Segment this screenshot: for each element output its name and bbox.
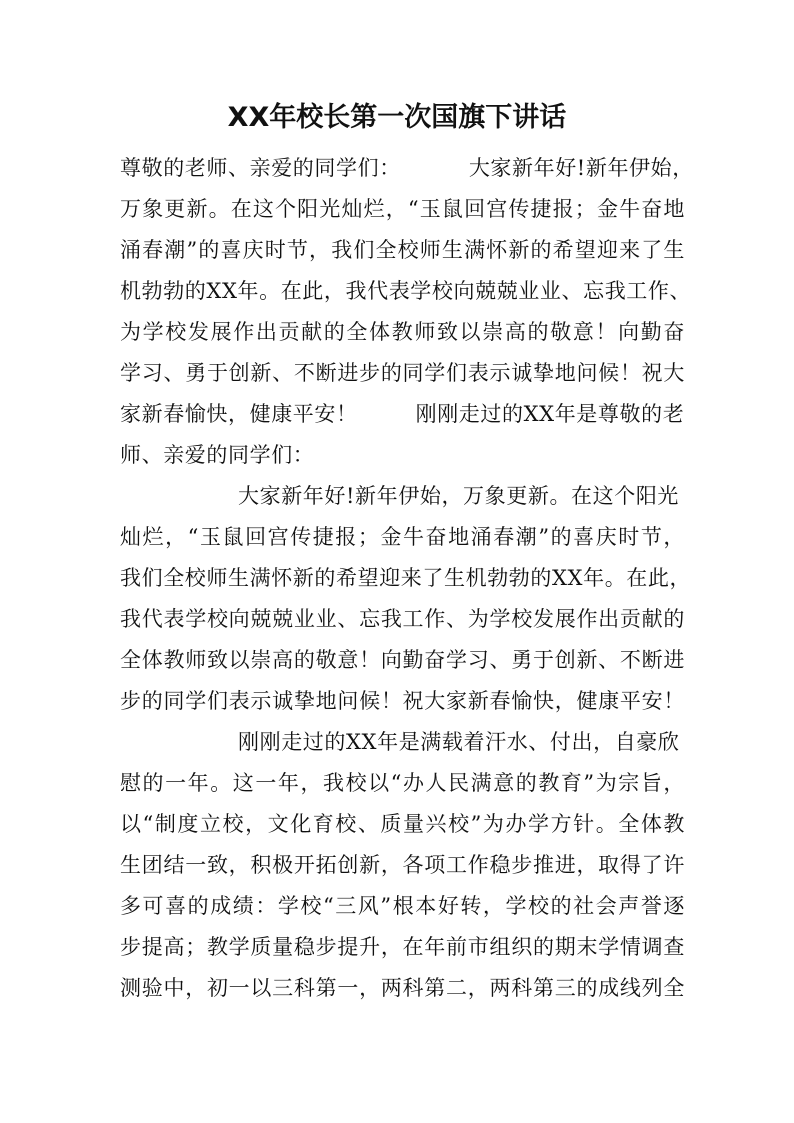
text-line: 涌春潮”的喜庆时节，我们全校师生满怀新的希望迎来了生	[120, 238, 685, 262]
text-line: 以“制度立校，文化育校、质量兴校”为办学方针。全体教	[120, 812, 685, 836]
text-line: 学习、勇于创新、不断进步的同学们表示诚挚地问候！祝大	[120, 361, 685, 385]
text-line: 测验中，初一以三科第一，两科第二，两科第三的成线列全	[120, 976, 685, 1000]
text-line: 机勃勃的XX年。在此，我代表学校向兢兢业业、忘我工作、	[120, 279, 692, 303]
text-line: 步提高；教学质量稳步提升，在年前市组织的期末学情调查	[120, 935, 685, 959]
document-title: XX年校长第一次国旗下讲话	[227, 102, 567, 133]
text-line: 师、亲爱的同学们：	[120, 443, 315, 467]
paragraph-start-line: 刚刚走过的XX年是满载着汗水、付出，自豪欣	[238, 730, 680, 754]
text-line: 为学校发展作出贡献的全体教师致以崇高的敬意！向勤奋	[120, 320, 685, 344]
salutation: 尊敬的老师、亲爱的同学们：	[120, 156, 401, 180]
text-line	[120, 148, 694, 189]
text-line: 多可喜的成绩：学校“三风”根本好转，学校的社会声誉逐	[120, 894, 685, 918]
text-segment: 大家新年好!新年伊始，	[468, 156, 694, 180]
text-segment: 家新春愉快，健康平安！	[120, 402, 358, 426]
text-line: 慰的一年。这一年，我校以“办人民满意的教育”为宗旨，	[120, 771, 685, 795]
text-line	[120, 394, 685, 435]
text-line: 生团结一致，积极开拓创新，各项工作稳步推进，取得了许	[120, 853, 685, 877]
text-line: 步的同学们表示诚挚地问候！祝大家新春愉快，健康平安！	[120, 689, 685, 713]
text-line: 灿烂，“玉鼠回宫传捷报；金牛奋地涌春潮”的喜庆时节，	[120, 525, 685, 549]
text-line: 万象更新。在这个阳光灿烂，“玉鼠回宫传捷报；金牛奋地	[120, 197, 685, 221]
document-body	[120, 148, 694, 1009]
text-line: 我们全校师生满怀新的希望迎来了生机勃勃的XX年。在此，	[120, 566, 692, 590]
text-line: 全体教师致以崇高的敬意！向勤奋学习、勇于创新、不断进	[120, 648, 685, 672]
paragraph-start-line: 大家新年好!新年伊始，万象更新。在这个阳光	[238, 484, 680, 508]
text-line: 我代表学校向兢兢业业、忘我工作、为学校发展作出贡献的	[120, 607, 685, 631]
text-segment: 刚刚走过的XX年是尊敬的老	[415, 402, 685, 426]
